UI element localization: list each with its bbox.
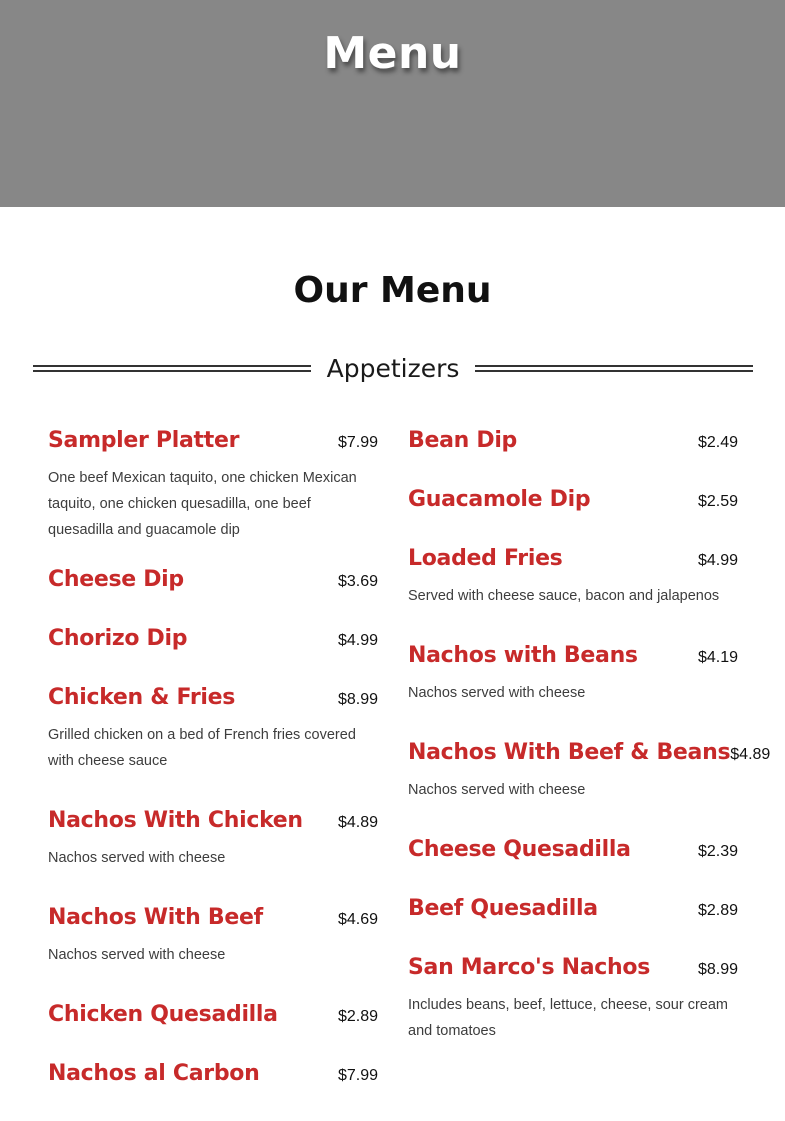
- menu-item-price: $2.89: [697, 902, 738, 919]
- menu-item-name: Nachos With Beef: [48, 905, 263, 930]
- menu-item: [48, 1002, 378, 1027]
- menu-item-price: $2.89: [337, 1008, 378, 1025]
- menu-item-description: Nachos served with cheese: [408, 685, 586, 701]
- menu-item-description: Grilled chicken on a bed of French fries covered with cheese sauce: [48, 727, 356, 769]
- menu-item-price: $2.49: [697, 434, 738, 451]
- menu-item-description: Served with cheese sauce, bacon and jalapenos: [408, 588, 720, 604]
- menu-item: [48, 905, 378, 968]
- menu-column-right: [408, 428, 771, 1068]
- menu-item-price: $3.69: [337, 573, 378, 590]
- menu-item-price: $8.99: [697, 961, 738, 978]
- menu-item: [48, 1061, 378, 1086]
- menu-item-price: $4.19: [697, 649, 738, 666]
- menu-item-price: $2.39: [697, 843, 738, 860]
- menu-item-name: Cheese Quesadilla: [408, 837, 631, 862]
- menu-item-name: Bean Dip: [408, 428, 518, 453]
- menu-item: [408, 955, 738, 1044]
- menu-item: [48, 685, 378, 774]
- menu-item-name: Chicken & Fries: [48, 685, 236, 710]
- menu-item-name: Loaded Fries: [408, 546, 563, 571]
- menu-column-left: [48, 428, 378, 1110]
- menu-item-name: Cheese Dip: [48, 567, 184, 592]
- menu-item-price: $2.59: [697, 493, 738, 510]
- menu-item-price: $4.69: [337, 911, 378, 928]
- menu-item-price: $7.99: [337, 1067, 378, 1084]
- menu-item: [408, 487, 738, 512]
- category-divider: [33, 348, 753, 388]
- menu-item-name: Beef Quesadilla: [408, 896, 598, 921]
- menu-item: [48, 626, 378, 651]
- menu-item-price: $4.99: [697, 552, 738, 569]
- menu-item-name: Nachos With Beef & Beans: [408, 740, 731, 765]
- menu-item: [408, 896, 738, 921]
- menu-item-description: Nachos served with cheese: [48, 850, 226, 866]
- menu-item-price: $8.99: [337, 691, 378, 708]
- menu-item: [408, 740, 771, 803]
- menu-item-price: $4.99: [337, 632, 378, 649]
- hero-title: Menu: [323, 28, 462, 79]
- menu-item-description: One beef Mexican taquito, one chicken Mexican taquito, one chicken quesadilla, one beef quesadilla and guacamole dip: [48, 470, 357, 538]
- menu-item-name: Nachos with Beans: [408, 643, 638, 668]
- menu-item: [408, 428, 738, 453]
- menu-item: [48, 428, 378, 543]
- divider-line-right: [475, 365, 753, 372]
- hero-banner: [0, 0, 785, 207]
- section-title: Our Menu: [293, 270, 492, 311]
- menu-item-price: $7.99: [337, 434, 378, 451]
- menu-item-name: Chicken Quesadilla: [48, 1002, 278, 1027]
- menu-item-description: Nachos served with cheese: [408, 782, 586, 798]
- menu-item-name: Sampler Platter: [48, 428, 240, 453]
- menu-item-name: San Marco's Nachos: [408, 955, 651, 980]
- menu-item: [408, 837, 738, 862]
- menu-item: [408, 546, 738, 609]
- menu-item-price: $4.89: [730, 746, 771, 763]
- menu-item-description: Includes beans, beef, lettuce, cheese, sour cream and tomatoes: [408, 997, 728, 1039]
- menu-item-description: Nachos served with cheese: [48, 947, 226, 963]
- menu-item: [48, 808, 378, 871]
- menu-item-name: Nachos al Carbon: [48, 1061, 260, 1086]
- menu-item: [48, 567, 378, 592]
- divider-line-left: [33, 365, 311, 372]
- menu-item-name: Nachos With Chicken: [48, 808, 303, 833]
- menu-item: [408, 643, 738, 706]
- category-label: Appetizers: [326, 353, 460, 383]
- menu-item-name: Guacamole Dip: [408, 487, 591, 512]
- menu-item-name: Chorizo Dip: [48, 626, 188, 651]
- menu-item-price: $4.89: [337, 814, 378, 831]
